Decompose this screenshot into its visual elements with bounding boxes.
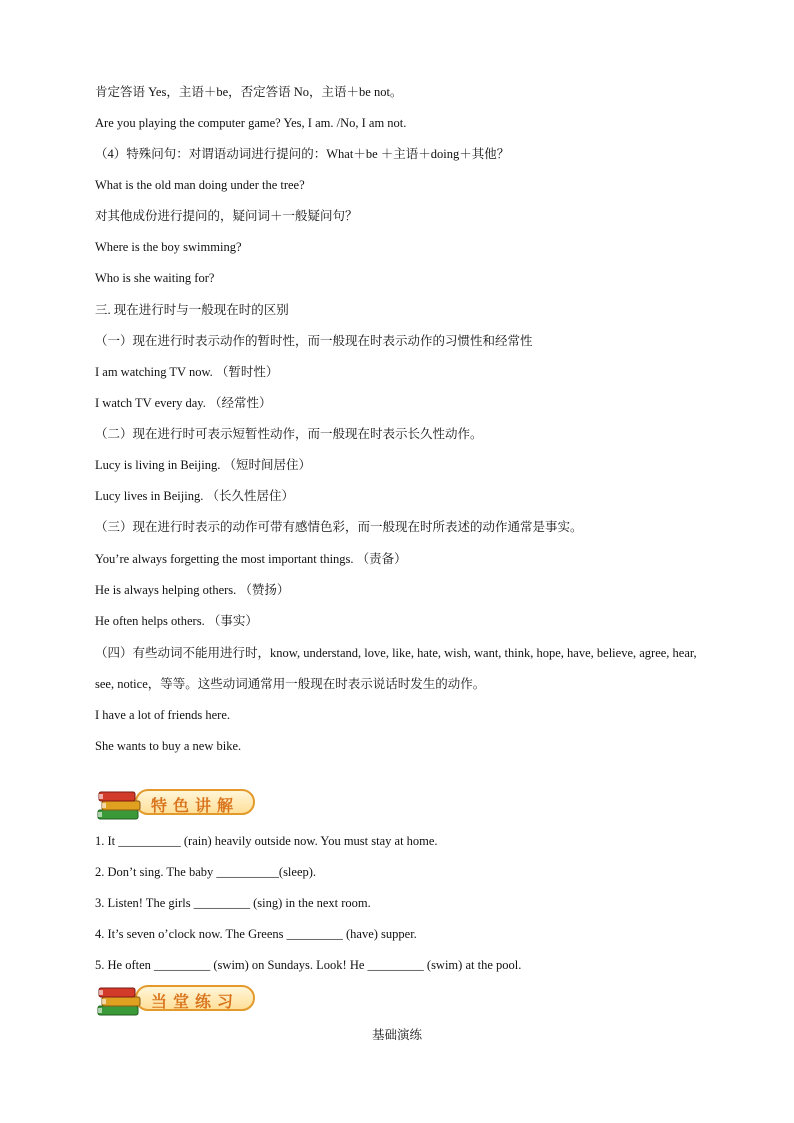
text-line: I have a lot of friends here. <box>95 708 231 722</box>
text-line: You’re always forgetting the most important things. （责备） <box>95 552 407 566</box>
text-line: Who is she waiting for? <box>95 271 215 285</box>
text-line: （二）现在进行时可表示短暂性动作，而一般现在时表示长久性动作。 <box>95 427 483 441</box>
text-line: Lucy is living in Beijing. （短时间居住） <box>95 458 311 472</box>
subsection-title: 基础演练 <box>371 1028 422 1042</box>
text-line: What is the old man doing under the tree? <box>95 178 305 192</box>
text-line: He often helps others. （事实） <box>95 614 258 628</box>
banner-title: 当堂练习 <box>150 992 239 1011</box>
text-line: Lucy lives in Beijing. （长久性居住） <box>95 489 294 503</box>
text-line: Are you playing the computer game? Yes, I am. /No, I am not. <box>95 116 407 130</box>
text-line: 肯定答语 Yes，主语＋be，否定答语 No，主语＋be not。 <box>95 85 403 99</box>
section-banner-feature <box>95 784 259 826</box>
exercise-item: 2. Don’t sing. The baby __________(sleep). <box>95 865 317 879</box>
section-banner-practice <box>95 980 259 1022</box>
banner-bar <box>135 985 255 1011</box>
text-line: I watch TV every day. （经常性） <box>95 396 272 410</box>
text-line: （4）特殊问句：对谓语动词进行提问的：What＋be ＋主语＋doing＋其他？ <box>95 147 510 161</box>
section-heading: 三. 现在进行时与一般现在时的区别 <box>95 303 289 317</box>
text-line: He is always helping others. （赞扬） <box>95 583 290 597</box>
text-line: 对其他成份进行提问的，疑问词＋一般疑问句？ <box>95 209 358 223</box>
exercise-item: 1. It __________ (rain) heavily outside now. You must stay at home. <box>95 834 438 848</box>
banner-title: 特色讲解 <box>150 796 239 815</box>
books-icon <box>95 784 147 826</box>
books-icon <box>95 980 147 1022</box>
exercise-item: 5. He often _________ (swim) on Sundays. Look! He _________ (swim) at the pool. <box>95 958 522 972</box>
text-line: I am watching TV now. （暂时性） <box>95 365 279 379</box>
exercise-item: 3. Listen! The girls _________ (sing) in the next room. <box>95 896 371 910</box>
exercise-item: 4. It’s seven o’clock now. The Greens _________ (have) supper. <box>95 927 417 941</box>
text-line: （一）现在进行时表示动作的暂时性，而一般现在时表示动作的习惯性和经常性 <box>95 334 533 348</box>
text-line: （三）现在进行时表示的动作可带有感情色彩，而一般现在时所表述的动作通常是事实。 <box>95 520 583 534</box>
text-paragraph: （四）有些动词不能用进行时，know, understand, love, like, hate, wish, want, think, hope, have, believe, agree, hear, see, notice，等等。这些动词通常用一般现在时表示说话时发生的动作。 <box>95 646 697 691</box>
banner-bar <box>135 789 255 815</box>
text-line: She wants to buy a new bike. <box>95 739 242 753</box>
text-line: Where is the boy swimming? <box>95 240 242 254</box>
